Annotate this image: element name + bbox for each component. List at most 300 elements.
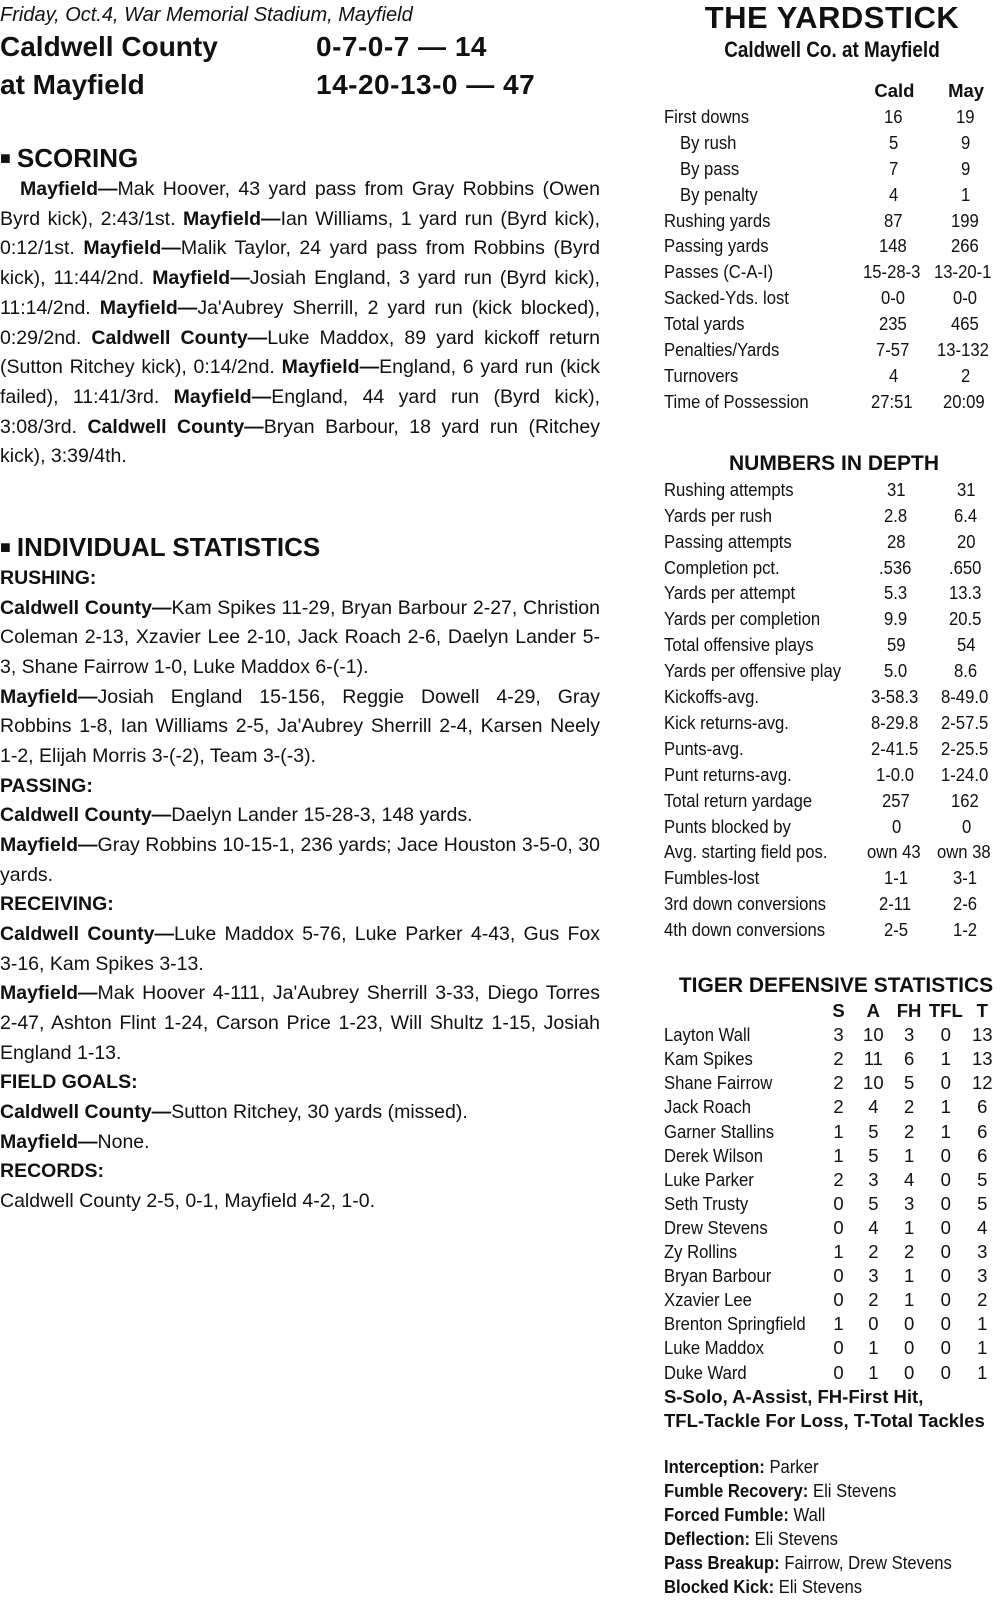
receiving-stats: [0, 920, 600, 1069]
depth-label: [664, 762, 861, 788]
depth-cald-value: 5.0: [884, 660, 908, 682]
depth-label: [664, 529, 861, 555]
depth-cald: [861, 917, 934, 943]
depth-may: [934, 477, 1000, 503]
defender-stat: 4: [903, 1168, 915, 1190]
stat-may-value: 0-0: [952, 287, 977, 309]
scoring-team: Mayfield—: [173, 385, 272, 408]
defensive-note: [664, 1503, 1000, 1527]
stat-label: [664, 130, 857, 156]
depth-may-value: 1-24.0: [940, 763, 988, 785]
depth-label: [664, 917, 861, 943]
depth-cald: [861, 762, 934, 788]
individual-stats-heading: ■ INDIVIDUAL STATISTICS: [0, 532, 321, 563]
receiving-team: Mayfield—: [0, 982, 98, 1005]
defender-row: [664, 1361, 1000, 1385]
stat-cald-value: 5: [889, 131, 899, 153]
depth-row: [664, 865, 1000, 891]
stat-cald: [857, 156, 933, 182]
defender-stat: 4: [977, 1216, 988, 1238]
depth-may: [934, 762, 1000, 788]
rushing-text: Josiah England 15-156, Reggie Dowell 4-29, Gray Robbins 1-8, Ian Williams 2-5, Ja'Aubrey Sherrill 2-4, Karsen Neely 1-2, Elijah Morris 3-(-2), Team 3-(-3).: [0, 685, 600, 768]
depth-row: [664, 788, 1000, 814]
defender-stat: 6: [977, 1120, 988, 1142]
stat-cald-value: 4: [889, 364, 899, 386]
depth-may: [934, 839, 1000, 865]
stat-label: [664, 311, 857, 337]
defensive-note: [664, 1455, 1000, 1479]
stat-label-text: Time of Possession: [664, 390, 809, 412]
defender-stat: 3: [833, 1024, 844, 1046]
depth-may: [934, 736, 1000, 762]
stat-label-text: Passing yards: [664, 235, 769, 257]
defender-row: [664, 1312, 1000, 1336]
records-label: RECORDS:: [0, 1160, 105, 1183]
depth-cald: [861, 891, 934, 917]
depth-row: [664, 580, 1000, 606]
depth-cald-value: 5.3: [884, 582, 908, 604]
field-goals-text: Sutton Ritchey, 30 yards (missed).: [171, 1100, 468, 1123]
passing-text: Daelyn Lander 15-28-3, 148 yards.: [171, 804, 473, 827]
depth-cald: [861, 736, 934, 762]
depth-label-text: Total offensive plays: [664, 634, 814, 656]
square-bullet-icon: ■: [0, 537, 11, 558]
defender-stat: 1: [977, 1361, 988, 1383]
depth-cald: [861, 606, 934, 632]
defender-stat: 1: [833, 1120, 844, 1142]
defender-stat: 2: [868, 1241, 879, 1263]
def-col-header: TFL: [928, 1000, 963, 1022]
stat-cald-value: 0-0: [881, 287, 906, 309]
stat-label-text: Sacked-Yds. lost: [664, 287, 789, 309]
depth-label-text: Fumbles-lost: [664, 867, 760, 889]
defender-name-text: Xzavier Lee: [664, 1289, 752, 1311]
passing-entry: [0, 801, 600, 831]
stat-label-text: Rushing yards: [664, 209, 771, 231]
depth-label: [664, 477, 861, 503]
depth-cald: [861, 555, 934, 581]
yardstick-row: [664, 104, 1000, 130]
defender-stat: 2: [903, 1241, 915, 1263]
depth-may-value: 1-2: [953, 919, 978, 941]
depth-label: [664, 503, 861, 529]
defender-stat: 0: [940, 1265, 951, 1287]
defensive-note: [664, 1479, 1000, 1503]
defender-row: [664, 1144, 1000, 1168]
scoring-team: Mayfield—: [183, 207, 281, 230]
defender-stat: 5: [868, 1144, 879, 1166]
defender-stat: 1: [940, 1120, 951, 1142]
stat-cald: [857, 311, 933, 337]
defender-name: [664, 1288, 821, 1312]
defender-stat: 0: [940, 1024, 951, 1046]
depth-may: [934, 580, 1000, 606]
depth-cald-value: 3-58.3: [870, 686, 919, 708]
depth-may-value: 31: [956, 478, 976, 500]
stat-may-value: 13-132: [937, 339, 990, 361]
receiving-entry: [0, 979, 600, 1068]
defender-stat: 0: [833, 1289, 844, 1311]
visitor-score-line: [0, 28, 600, 66]
field-goals-entry: [0, 1128, 600, 1158]
depth-label-text: 4th down conversions: [664, 919, 826, 941]
depth-label-text: 3rd down conversions: [664, 893, 826, 915]
depth-label: [664, 710, 861, 736]
rushing-stats: [0, 594, 600, 772]
depth-may-value: 8-49.0: [940, 686, 988, 708]
defender-row: [664, 1264, 1000, 1288]
note-value: Eli Stevens: [774, 1576, 863, 1598]
depth-may-value: 8.6: [953, 660, 978, 682]
depth-cald-value: 28: [886, 530, 906, 552]
note-label: Deflection:: [664, 1527, 751, 1549]
depth-row: [664, 477, 1000, 503]
scoring-play: England, 44 yard run (Byrd kick), 3:08/3rd.: [0, 385, 600, 438]
defender-name-text: Layton Wall: [664, 1024, 751, 1046]
depth-label: [664, 555, 861, 581]
stat-may-value: 1: [960, 183, 971, 205]
field-goals-team: Caldwell County—: [0, 1100, 172, 1123]
scoring-team: Caldwell County—: [87, 415, 264, 438]
depth-row: [664, 917, 1000, 943]
stat-may-value: 2: [960, 364, 971, 386]
defender-name-text: Garner Stallins: [664, 1120, 775, 1142]
stat-label-text: First downs: [664, 105, 750, 127]
stat-may: [932, 389, 1000, 415]
rushing-entry: [0, 594, 600, 683]
defensive-notes: [664, 1455, 1000, 1600]
stat-may-value: 9: [960, 131, 971, 153]
defender-stat: 0: [940, 1144, 951, 1166]
defender-row: [664, 1192, 1000, 1216]
numbers-in-depth-table: [664, 477, 1000, 943]
stat-cald-value: 7: [889, 157, 899, 179]
defender-stat: 13: [971, 1024, 993, 1046]
depth-may: [934, 606, 1000, 632]
scoring-team: Mayfield—: [281, 356, 380, 379]
scoring-play: Josiah England, 3 yard run (Byrd kick), 11:14/2nd.: [0, 267, 600, 319]
field-goals-text: None.: [97, 1130, 150, 1153]
depth-label-text: Punt returns-avg.: [664, 763, 792, 785]
depth-may-value: own 38: [936, 841, 991, 863]
scoring-heading: ■ SCORING: [0, 143, 139, 173]
defender-stat: 1: [940, 1048, 951, 1070]
defender-stat: 0: [903, 1337, 915, 1359]
stat-label-text: Passes (C-A-I): [664, 261, 774, 283]
defender-stat: 1: [833, 1241, 844, 1263]
scoring-play: Mak Hoover, 43 yard pass from Gray Robbins (Owen Byrd kick), 2:43/1st.: [0, 178, 600, 230]
game-story-column: [0, 0, 600, 1216]
scoring-play: Ja'Aubrey Sherrill, 2 yard run (kick blocked), 0:29/2nd.: [0, 296, 600, 349]
yardstick-row: [664, 389, 1000, 415]
depth-row: [664, 658, 1000, 684]
defender-row: [664, 1047, 1000, 1071]
depth-cald: [861, 632, 934, 658]
stat-label: [664, 259, 857, 285]
depth-cald: [861, 684, 934, 710]
defender-row: [664, 1095, 1000, 1119]
depth-may: [934, 529, 1000, 555]
scoring-play: Luke Maddox, 89 yard kickoff return (Sutton Ritchey kick), 0:14/2nd.: [0, 326, 600, 379]
defender-name-text: Derek Wilson: [664, 1144, 763, 1166]
defensive-stats-table: [664, 999, 1000, 1385]
stat-may: [932, 259, 1000, 285]
field-goals-stats: [0, 1098, 600, 1157]
defender-stat: 6: [977, 1144, 988, 1166]
depth-cald-value: 0: [892, 815, 902, 837]
defender-row: [664, 1120, 1000, 1144]
yardstick-column: [664, 0, 1000, 1599]
defensive-note-line: [664, 1455, 819, 1479]
defender-stat: 0: [940, 1289, 951, 1311]
yardstick-row: [664, 337, 1000, 363]
def-col-header: S: [832, 1000, 845, 1022]
defender-stat: 0: [868, 1313, 879, 1335]
stat-cald: [857, 233, 933, 259]
yardstick-row: [664, 156, 1000, 182]
defender-stat: 0: [940, 1072, 951, 1094]
stat-label-text: Total yards: [664, 313, 745, 335]
numbers-in-depth-title: NUMBERS IN DEPTH: [728, 451, 939, 475]
defender-name-text: Shane Fairrow: [664, 1072, 773, 1094]
depth-may: [934, 865, 1000, 891]
depth-cald: [861, 710, 934, 736]
depth-label: [664, 814, 861, 840]
stat-label-text: Penalties/Yards: [664, 339, 780, 361]
stat-label-text: By rush: [680, 131, 737, 153]
depth-may: [934, 555, 1000, 581]
stat-may-value: 13-20-1: [934, 261, 992, 283]
defender-name: [664, 1023, 821, 1047]
depth-label: [664, 788, 861, 814]
depth-may: [934, 503, 1000, 529]
defender-stat: 2: [833, 1072, 844, 1094]
defender-stat: 3: [977, 1241, 988, 1263]
stat-may: [932, 233, 1000, 259]
passing-label: PASSING:: [0, 774, 93, 797]
stat-cald: [857, 363, 933, 389]
defender-name: [664, 1192, 821, 1216]
stat-cald: [857, 285, 933, 311]
depth-may-value: 20: [956, 530, 976, 552]
depth-label-text: Total return yardage: [664, 789, 813, 811]
note-label: Forced Fumble:: [664, 1503, 789, 1525]
depth-label-text: Kickoffs-avg.: [664, 686, 760, 708]
defender-stat: 12: [971, 1072, 993, 1094]
defender-stat: 1: [868, 1361, 879, 1383]
depth-row: [664, 632, 1000, 658]
stat-cald-value: 7-57: [875, 339, 910, 361]
square-bullet-icon: ■: [0, 148, 11, 168]
yardstick-row: [664, 208, 1000, 234]
note-label: Pass Breakup:: [664, 1551, 780, 1573]
stat-label: [664, 156, 857, 182]
stat-cald-value: 27:51: [871, 390, 913, 412]
stat-label: [664, 337, 857, 363]
depth-cald: [861, 580, 934, 606]
stat-cald: [857, 182, 933, 208]
depth-may-value: 3-1: [953, 867, 978, 889]
depth-may-value: 20.5: [948, 608, 982, 630]
note-value: Eli Stevens: [750, 1527, 838, 1549]
depth-cald-value: .536: [879, 556, 912, 578]
defensive-note-line: [664, 1575, 862, 1599]
stat-may-value: 266: [950, 235, 979, 257]
defender-row: [664, 1288, 1000, 1312]
passing-text: Gray Robbins 10-15-1, 236 yards; Jace Houston 3-5-0, 30 yards.: [0, 833, 600, 886]
defender-stat: 0: [940, 1361, 951, 1383]
scoring-team: Mayfield—: [20, 178, 118, 200]
depth-cald-value: 2-11: [879, 893, 912, 915]
depth-may: [934, 788, 1000, 814]
defender-stat: 2: [903, 1120, 915, 1142]
depth-cald: [861, 814, 934, 840]
depth-row: [664, 736, 1000, 762]
depth-may-value: 6.4: [953, 504, 978, 526]
depth-row: [664, 684, 1000, 710]
defender-stat: 2: [903, 1096, 915, 1118]
defender-name: [664, 1361, 821, 1385]
stat-cald: [857, 208, 933, 234]
depth-cald: [861, 658, 934, 684]
defender-name-text: Kam Spikes: [664, 1048, 753, 1070]
defender-stat: 1: [977, 1313, 988, 1335]
defender-row: [664, 1240, 1000, 1264]
depth-label-text: Kick returns-avg.: [664, 711, 789, 733]
stat-may: [932, 156, 1000, 182]
receiving-text: Mak Hoover 4-111, Ja'Aubrey Sherrill 3-33, Diego Torres 2-47, Ashton Flint 1-24, Carson Price 1-23, Will Shultz 1-15, Josiah England 1-13.: [0, 982, 600, 1064]
stat-label: [664, 389, 857, 415]
depth-cald: [861, 503, 934, 529]
defender-stat: 0: [833, 1265, 844, 1287]
depth-may-value: 0: [961, 815, 971, 837]
defender-stat: 2: [833, 1096, 844, 1118]
stat-label-text: By pass: [680, 157, 740, 179]
defender-stat: 5: [868, 1192, 879, 1214]
defender-stat: 5: [977, 1168, 988, 1190]
stat-cald: [857, 130, 933, 156]
depth-row: [664, 762, 1000, 788]
depth-row: [664, 529, 1000, 555]
stat-label: [664, 285, 857, 311]
defender-name-text: Brenton Springfield: [664, 1313, 806, 1335]
defender-stat: 10: [863, 1024, 884, 1046]
yardstick-row: [664, 130, 1000, 156]
yardstick-table: [664, 78, 1000, 415]
depth-cald-value: 8-29.8: [870, 711, 919, 733]
depth-row: [664, 891, 1000, 917]
defender-name: [664, 1264, 821, 1288]
passing-stats: [0, 801, 600, 890]
depth-label: [664, 606, 861, 632]
scoring-team: Mayfield—: [99, 296, 198, 319]
home-team: at Mayfield: [0, 69, 145, 100]
defender-stat: 0: [940, 1192, 951, 1214]
depth-label-text: Avg. starting field pos.: [664, 841, 828, 863]
defensive-note-line: [664, 1551, 952, 1575]
defender-name-text: Seth Trusty: [664, 1192, 749, 1214]
rushing-text: Kam Spikes 11-29, Bryan Barbour 2-27, Christion Coleman 2-13, Xzavier Lee 2-10, Jack Roach 2-6, Daelyn Lander 5-3, Shane Fairrow 1-0, Luke Maddox 6-(-1).: [0, 596, 600, 678]
defender-name-text: Jack Roach: [664, 1096, 751, 1118]
defender-name-text: Zy Rollins: [664, 1241, 738, 1263]
defender-stat: 1: [833, 1144, 844, 1166]
depth-may-value: 2-6: [953, 893, 978, 915]
yardstick-title: THE YARDSTICK: [704, 0, 960, 35]
defender-row: [664, 1071, 1000, 1095]
depth-cald-value: 1-1: [883, 867, 908, 889]
depth-label-text: Punts blocked by: [664, 815, 791, 837]
def-col-header: FH: [896, 1000, 922, 1022]
depth-may: [934, 658, 1000, 684]
legend-line-1: S-Solo, A-Assist, FH-First Hit,: [664, 1385, 924, 1407]
stat-cald-value: 87: [884, 209, 903, 231]
defensive-stats-title: TIGER DEFENSIVE STATISTICS: [678, 974, 994, 998]
defender-stat: 1: [903, 1289, 915, 1311]
depth-label-text: Completion pct.: [664, 556, 780, 578]
defender-stat: 2: [868, 1289, 879, 1311]
depth-cald: [861, 529, 934, 555]
defender-name-text: Drew Stevens: [664, 1216, 768, 1238]
defender-name-text: Luke Maddox: [664, 1337, 764, 1359]
depth-cald: [861, 865, 934, 891]
defender-stat: 1: [903, 1144, 915, 1166]
depth-label-text: Rushing attempts: [664, 478, 794, 500]
yardstick-row: [664, 363, 1000, 389]
defender-stat: 0: [940, 1168, 951, 1190]
stat-label: [664, 182, 857, 208]
depth-label: [664, 632, 861, 658]
field-goals-team: Mayfield—: [0, 1130, 98, 1153]
defender-name: [664, 1240, 821, 1264]
depth-may-value: 162: [951, 789, 980, 811]
defender-stat: 1: [977, 1337, 988, 1359]
defender-name: [664, 1168, 821, 1192]
rushing-team: Caldwell County—: [0, 596, 172, 619]
stat-cald-value: 15-28-3: [862, 261, 920, 283]
depth-cald-value: 2-5: [883, 919, 908, 941]
defender-stat: 0: [903, 1313, 915, 1335]
defender-stat: 6: [977, 1096, 988, 1118]
defender-name: [664, 1095, 821, 1119]
depth-row: [664, 839, 1000, 865]
defender-stat: 0: [940, 1313, 951, 1335]
depth-may: [934, 891, 1000, 917]
stat-may: [932, 104, 1000, 130]
depth-cald-value: 2.8: [884, 504, 908, 526]
depth-may: [934, 917, 1000, 943]
depth-may-value: 2-57.5: [940, 711, 988, 733]
scoring-team: Caldwell County—: [91, 326, 268, 349]
note-label: Blocked Kick:: [664, 1576, 775, 1598]
stat-may-value: 465: [950, 313, 979, 335]
defender-stat: 11: [863, 1048, 883, 1070]
stat-cald: [857, 104, 933, 130]
depth-label: [664, 684, 861, 710]
stat-may: [932, 285, 1000, 311]
defender-stat: 1: [833, 1313, 844, 1335]
depth-label: [664, 580, 861, 606]
passing-team: Mayfield—: [0, 833, 98, 856]
depth-may-value: 54: [956, 634, 976, 656]
receiving-team: Caldwell County—: [0, 922, 174, 945]
defensive-stats-header: [664, 999, 1000, 1023]
depth-cald-value: 257: [881, 789, 910, 811]
defender-stat: 2: [977, 1289, 988, 1311]
scoring-play: England, 6 yard run (kick failed), 11:41/3rd.: [0, 356, 600, 408]
depth-cald-value: 59: [886, 634, 906, 656]
rushing-label: RUSHING:: [0, 567, 97, 590]
receiving-text: Luke Maddox 5-76, Luke Parker 4-43, Gus Fox 3-16, Kam Spikes 3-13.: [0, 922, 600, 975]
